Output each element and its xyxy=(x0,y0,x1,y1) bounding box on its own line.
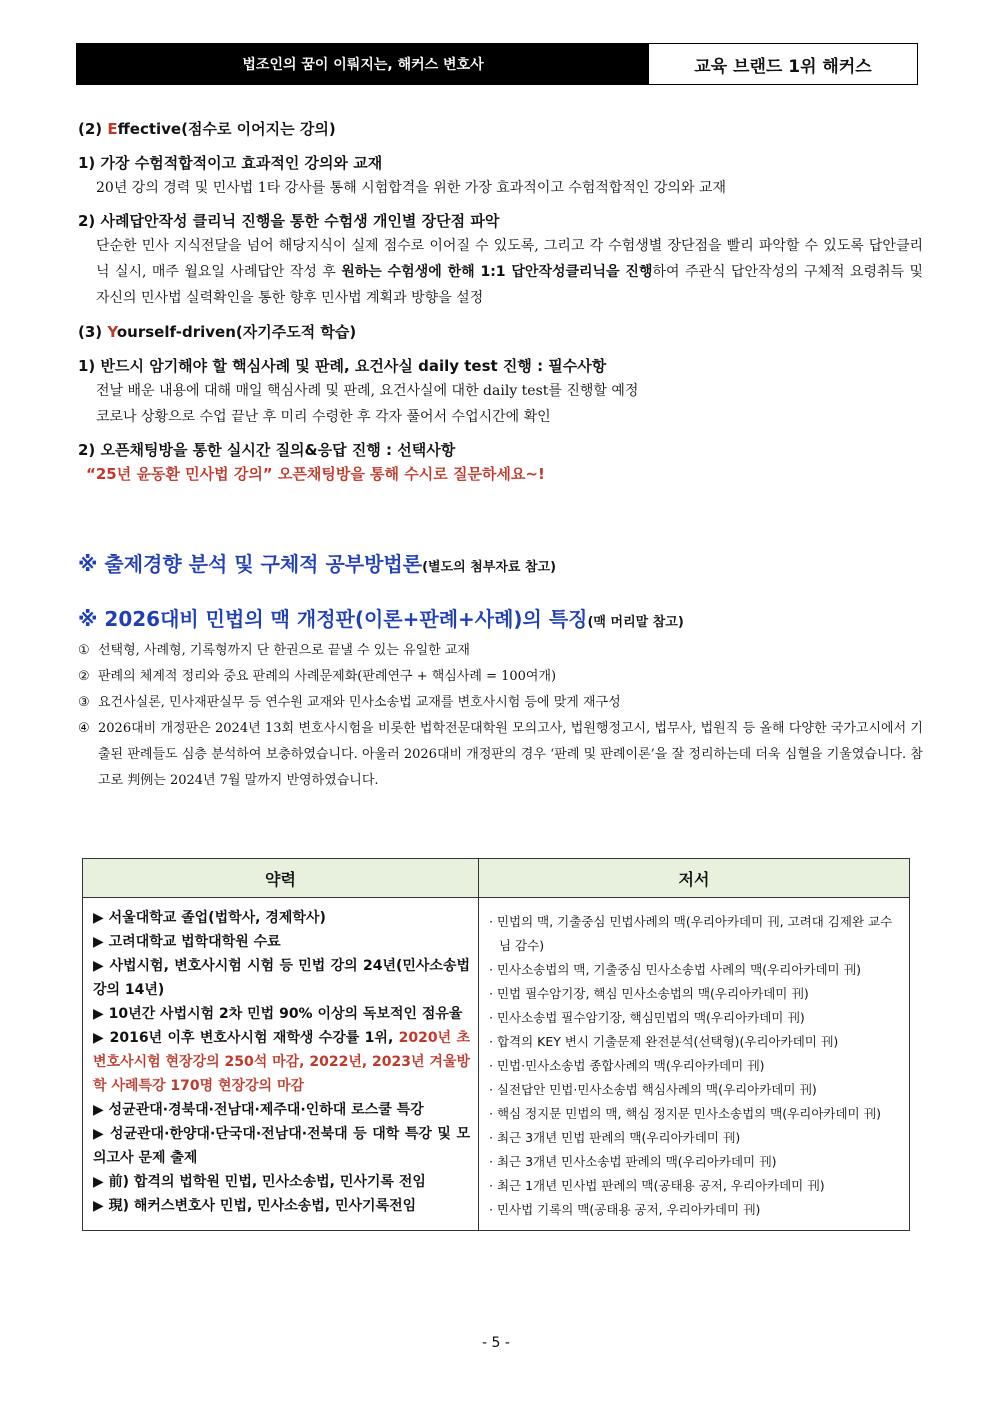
career-item: ▶ 고려대학교 법학대학원 수료 xyxy=(93,934,281,950)
book-item: · 최근 3개년 민사소송법 판례의 맥(우리아카데미 刊) xyxy=(489,1154,777,1169)
features-heading: ※ 2026대비 민법의 맥 개정판(이론+판례+사례)의 특징(맥 머리말 참고) xyxy=(78,607,684,631)
profile-table xyxy=(82,858,910,1231)
career-item: ▶ 10년간 사법시험 2차 민법 90% 이상의 독보적인 점유율 xyxy=(93,1006,463,1022)
effective-item2-heading: 2) 사례답안작성 클리닉 진행을 통한 수험생 개인별 장단점 파악 xyxy=(78,212,500,230)
effective-item1-heading: 1) 가장 수험적합적이고 효과적인 강의와 교재 xyxy=(78,154,383,172)
book-item: · 합격의 KEY 변시 기출문제 완전분석(선택형)(우리아카데미 刊) xyxy=(489,1034,839,1049)
book-item: · 민법·민사소송법 종합사례의 맥(우리아카데미 刊) xyxy=(489,1058,765,1073)
open-chat-notice: “25년 윤동환 민사법 강의” 오픈채팅방을 통해 수시로 질문하세요~! xyxy=(86,465,545,483)
yourself-item2-heading: 2) 오픈채팅방을 통한 실시간 질의&응답 진행 : 선택사항 xyxy=(78,441,456,459)
features-list xyxy=(78,638,923,794)
yourself-item1-body2: 코로나 상황으로 수업 끝난 후 미리 수령한 후 각자 풀어서 수업시간에 확인 xyxy=(96,409,551,425)
book-item: · 민사법 기록의 맥(공태용 공저, 우리아카데미 刊) xyxy=(489,1202,761,1217)
career-column-header: 약력 xyxy=(83,859,479,898)
yourself-item1-body1: 전날 배운 내용에 대해 매일 핵심사례 및 판례, 요건사실에 대한 daily test를 진행할 예정 xyxy=(96,383,639,399)
effective-item1-body: 20년 강의 경력 및 민사법 1타 강사를 통해 시험합격을 위한 가장 효과적이고 수험적합적인 강의와 교재 xyxy=(96,180,726,196)
page-number: - 5 - xyxy=(482,1335,510,1351)
career-item: ▶ 성균관대·한양대·단국대·전남대·전북대 등 대학 특강 및 모의고사 문제 출제 xyxy=(93,1126,470,1166)
list-item: ② 판례의 체계적 정리와 중요 판례의 사례문제화(판례연구 + 핵심사례 = 100여개) xyxy=(78,669,557,684)
books-cell xyxy=(479,898,910,1231)
book-item: · 민법의 맥, 기출중심 민법사례의 맥(우리아카데미 刊, 고려대 김제완 교수님 감수) xyxy=(489,914,893,953)
header-brand: 교육 브랜드 1위 해커스 xyxy=(694,56,872,77)
list-item: ③ 요건사실론, 민사재판실무 등 연수원 교재와 민사소송법 교재를 변호사시험 등에 맞게 재구성 xyxy=(78,695,621,710)
list-item: ④ 2026대비 개정판은 2024년 13회 변호사시험을 비롯한 법학전문대학원 모의고사, 법원행정고시, 법무사, 법원직 등 올해 다양한 국가고시에서 기출된 판례들도 심층 분석하여 보충하였습니다. 아울러 2026대비 개정판의 경우 ‘판례 및 판례이론’을 잘 정리하는데 더욱 심혈을 기울였습니다. 참고로 判例는 2024년 7월 말까지 반영하였습니다. xyxy=(78,721,923,788)
header-slogan: 법조인의 꿈이 이뤄지는, 해커스 변호사 xyxy=(77,44,649,84)
career-item: ▶ 서울대학교 졸업(법학사, 경제학사) xyxy=(93,910,326,926)
career-cell xyxy=(83,898,479,1231)
book-item: · 최근 3개년 민법 판례의 맥(우리아카데미 刊) xyxy=(489,1130,741,1145)
career-item: ▶ 2016년 이후 변호사시험 재학생 수강률 1위, 2020년 초 변호사시험 현장강의 250석 마감, 2022년, 2023년 겨울방학 사례특강 170명 현장강의 마감 xyxy=(93,1030,470,1094)
section-yourself-title: (3) Yourself-driven(자기주도적 학습) xyxy=(78,323,357,341)
main-content xyxy=(78,112,923,794)
book-item: · 최근 1개년 민사법 판례의 맥(공태용 공저, 우리아카데미 刊) xyxy=(489,1178,825,1193)
page-header xyxy=(76,43,918,85)
trend-heading: ※ 출제경향 분석 및 구체적 공부방법론(별도의 첨부자료 참고) xyxy=(78,552,557,576)
book-item: · 실전답안 민법·민사소송법 핵심사례의 맥(우리아카데미 刊) xyxy=(489,1082,817,1097)
yourself-item1-heading: 1) 반드시 암기해야 할 핵심사례 및 판례, 요건사실 daily test 진행 : 필수사항 xyxy=(78,357,607,375)
effective-item2-body: 단순한 민사 지식전달을 넘어 해당지식이 실제 점수로 이어질 수 있도록, 그리고 각 수험생별 장단점을 빨리 파악할 수 있도록 답안클리닉 실시, 매주 월요일 사례답안 작성 후 원하는 수험생에 한해 1:1 답안작성클리닉을 진행하여 주관식 답안작성의 구체적 요령취득 및 자신의 민사법 실력확인을 통한 향후 민사법 계획과 방향을 설정 xyxy=(96,238,924,306)
section-effective-title: (2) Effective(점수로 이어지는 강의) xyxy=(78,120,336,138)
books-column-header: 저서 xyxy=(479,859,910,898)
list-item: ① 선택형, 사례형, 기록형까지 단 한권으로 끝낼 수 있는 유일한 교재 xyxy=(78,643,470,658)
career-item: ▶ 前) 합격의 법학원 민법, 민사소송법, 민사기록 전임 xyxy=(93,1174,426,1190)
book-item: · 민법 필수암기장, 핵심 민사소송법의 맥(우리아카데미 刊) xyxy=(489,986,809,1001)
book-item: · 민사소송법의 맥, 기출중심 민사소송법 사례의 맥(우리아카데미 刊) xyxy=(489,962,861,977)
book-item: · 핵심 정지문 민법의 맥, 핵심 정지문 민사소송법의 맥(우리아카데미 刊) xyxy=(489,1106,881,1121)
book-item: · 민사소송법 필수암기장, 핵심민법의 맥(우리아카데미 刊) xyxy=(489,1010,805,1025)
career-item: ▶ 現) 해커스변호사 민법, 민사소송법, 민사기록전임 xyxy=(93,1198,417,1214)
career-item: ▶ 사법시험, 변호사시험 시험 등 민법 강의 24년(민사소송법 강의 14년) xyxy=(93,958,470,998)
career-item: ▶ 성균관대·경북대·전남대·제주대·인하대 로스쿨 특강 xyxy=(93,1102,424,1118)
